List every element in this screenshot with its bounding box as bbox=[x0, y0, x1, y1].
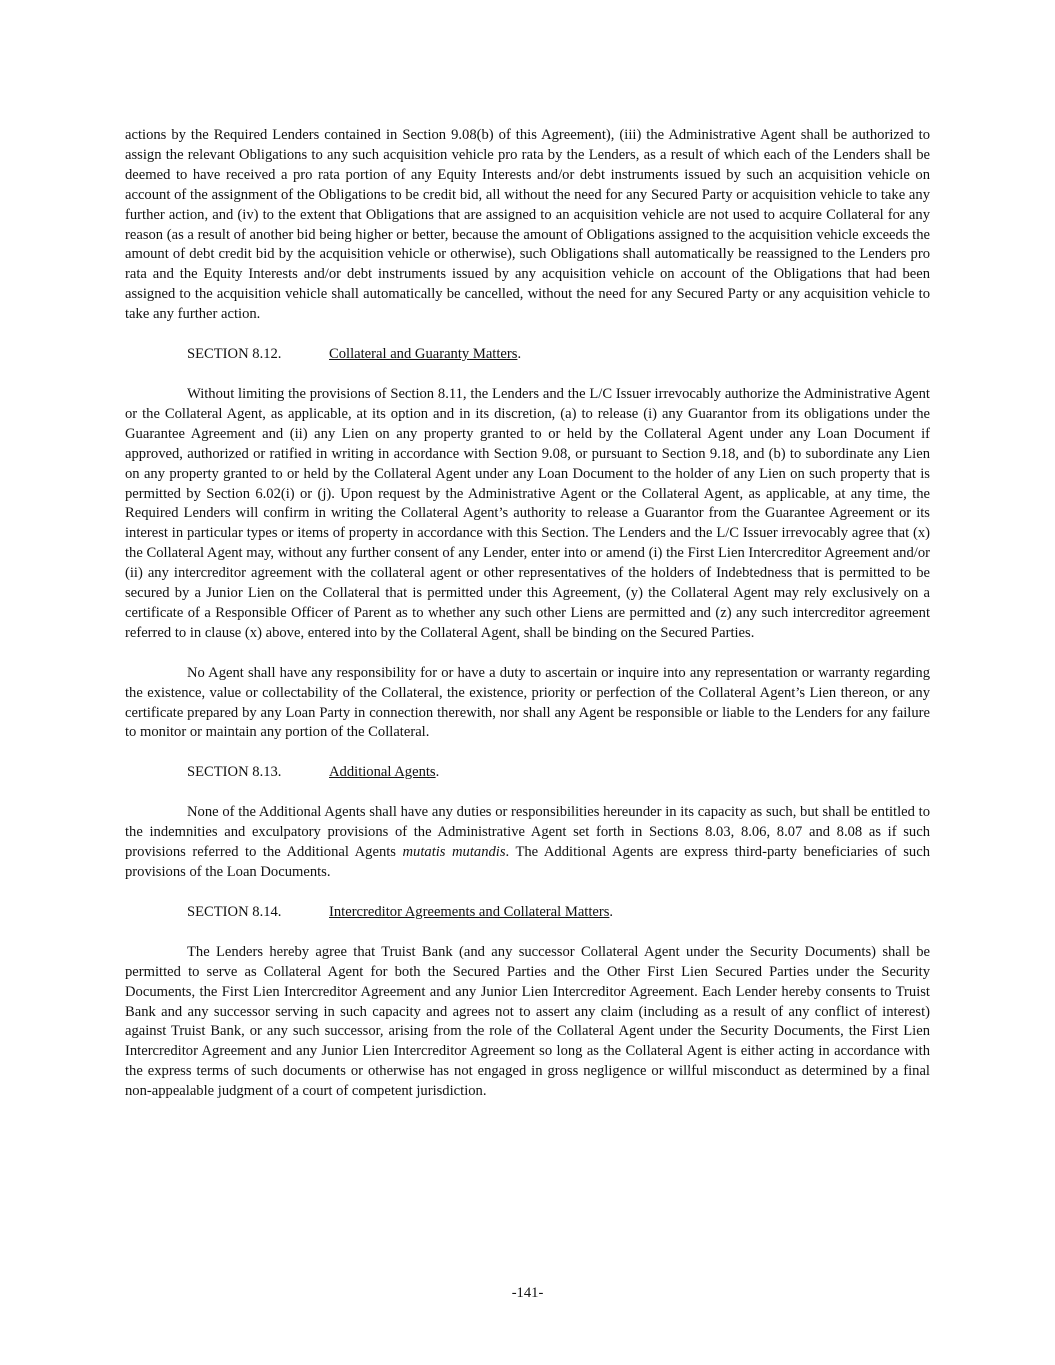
section-title-punct: . bbox=[609, 903, 614, 920]
paragraph-agent-responsibility: No Agent shall have any responsibility for or have a duty to ascertain or inquire into any representation or warranty regarding the existence, value or collectability of the Collateral, the existence, priority or perfection of the Collateral Agent’s Lien thereon, or any certificate prepared by any Loan Party in connection therewith, nor shall any Agent be responsible or liable to the Lenders for any failure to monitor or maintain any portion of the Collateral. bbox=[125, 664, 930, 741]
paragraph-text: None of the Additional Agents shall have any duties or responsibilities hereunder in its capacity as such, but shall be entitled to the indemnities and exculpatory provisions of the Administrative Agent set forth in Sections 8.03, 8.06, 8.07 and 8.08 as if such provisions referred to the Additional Agents bbox=[125, 804, 930, 861]
section-title: Intercreditor Agreements and Collateral Matters bbox=[329, 903, 610, 920]
paragraph-intercreditor: The Lenders hereby agree that Truist Bank (and any successor Collateral Agent under the Security Documents) shall be permitted to serve as Collateral Agent for both the Secured Parties and the Other First Lien Secured Parties under the Security Documents, the First Lien Intercreditor Agreement and any Junior Lien Intercreditor Agreement. Each Lender hereby consents to Truist Bank and any successor serving in such capacity and agrees not to assert any claim (including as a result of any conflict of interest) against Truist Bank, or any such successor, arising from the role of the Collateral Agent under the Security Documents, the First Lien Intercreditor Agreement and any Junior Lien Intercreditor Agreement so long as the Collateral Agent is either acting in accordance with the express terms of such documents or otherwise has not engaged in gross negligence or willful misconduct as determined by a final non-appealable judgment of a court of competent jurisdiction. bbox=[125, 943, 930, 1100]
paragraph-text: . The Additional Agents are express third-party beneficiaries of such provisions of the Loan Documents. bbox=[125, 844, 930, 880]
section-heading-8-14 bbox=[187, 903, 930, 923]
section-title: Additional Agents bbox=[329, 764, 436, 781]
section-title-punct: . bbox=[435, 764, 440, 781]
paragraph-italic-phrase: mutatis mutandis bbox=[402, 844, 506, 861]
section-heading-8-13 bbox=[187, 763, 930, 783]
section-number: SECTION 8.13. bbox=[187, 764, 282, 781]
paragraph-additional-agents bbox=[125, 803, 930, 883]
section-title-punct: . bbox=[517, 346, 522, 363]
paragraph-continuation: actions by the Required Lenders contained in Section 9.08(b) of this Agreement), (iii) the Administrative Agent shall be authorized to assign the relevant Obligations to any such acquisition vehicle pro rata by the Lenders, as a result of which each of the Lenders shall be deemed to have received a pro rata portion of any Equity Interests and/or debt instruments issued by such an acquisition vehicle on account of the assignment of the Obligations to be credit bid, all without the need for any Secured Party or acquisition vehicle to take any further action, and (iv) to the extent that Obligations that are assigned to an acquisition vehicle are not used to acquire Collateral for any reason (as a result of another bid being higher or better, because the amount of Obligations assigned to the acquisition vehicle exceeds the amount of debt credit bid by the acquisition vehicle or otherwise), such Obligations shall automatically be reassigned to the Lenders pro rata and the Equity Interests and/or debt instruments issued by any acquisition vehicle on account of the Obligations that had been assigned to the acquisition vehicle shall automatically be cancelled, without the need for any Secured Party or any acquisition vehicle to take any further action. bbox=[125, 127, 930, 323]
paragraph-collateral-guaranty: Without limiting the provisions of Section 8.11, the Lenders and the L/C Issuer irrevocably authorize the Administrative Agent or the Collateral Agent, as applicable, at its option and in its discretion, (a) to release (i) any Guarantor from its obligations under the Guarantee Agreement and (ii) any Lien on any property granted to or held by the Collateral Agent under any Loan Document if approved, authorized or ratified in writing in accordance with Section 9.08, or pursuant to Section 9.18, and (b) to subordinate any Lien on any property granted to or held by the Collateral Agent under any Loan Document to the holder of any Lien on such property that is permitted by Section 6.02(i) or (j). Upon request by the Administrative Agent or the Collateral Agent, as applicable, at any time, the Required Lenders will confirm in writing the Collateral Agent’s authority to release a Guarantor from the Guarantee Agreement or its interest in particular types or items of property in accordance with this Section. The Lenders and the L/C Issuer irrevocably agree that (x) the Collateral Agent may, without any further consent of any Lender, enter into or amend (i) the First Lien Intercreditor Agreement and/or (ii) any intercreditor agreement with the collateral agent or other representatives of the holders of Indebtedness that is permitted to be secured by a Junior Lien on the Collateral that is permitted under this Agreement, (y) the Collateral Agent may rely exclusively on a certificate of a Responsible Officer of Parent as to whether any such other Liens are permitted and (z) any such intercreditor agreement referred to in clause (x) above, entered into by the Collateral Agent, shall be binding on the Secured Parties. bbox=[125, 385, 930, 641]
section-title: Collateral and Guaranty Matters bbox=[329, 346, 518, 363]
section-number: SECTION 8.12. bbox=[187, 346, 282, 363]
section-heading-8-12 bbox=[187, 345, 930, 365]
document-body bbox=[125, 126, 930, 1122]
page-number: -141- bbox=[511, 1285, 544, 1301]
section-number: SECTION 8.14. bbox=[187, 903, 282, 920]
